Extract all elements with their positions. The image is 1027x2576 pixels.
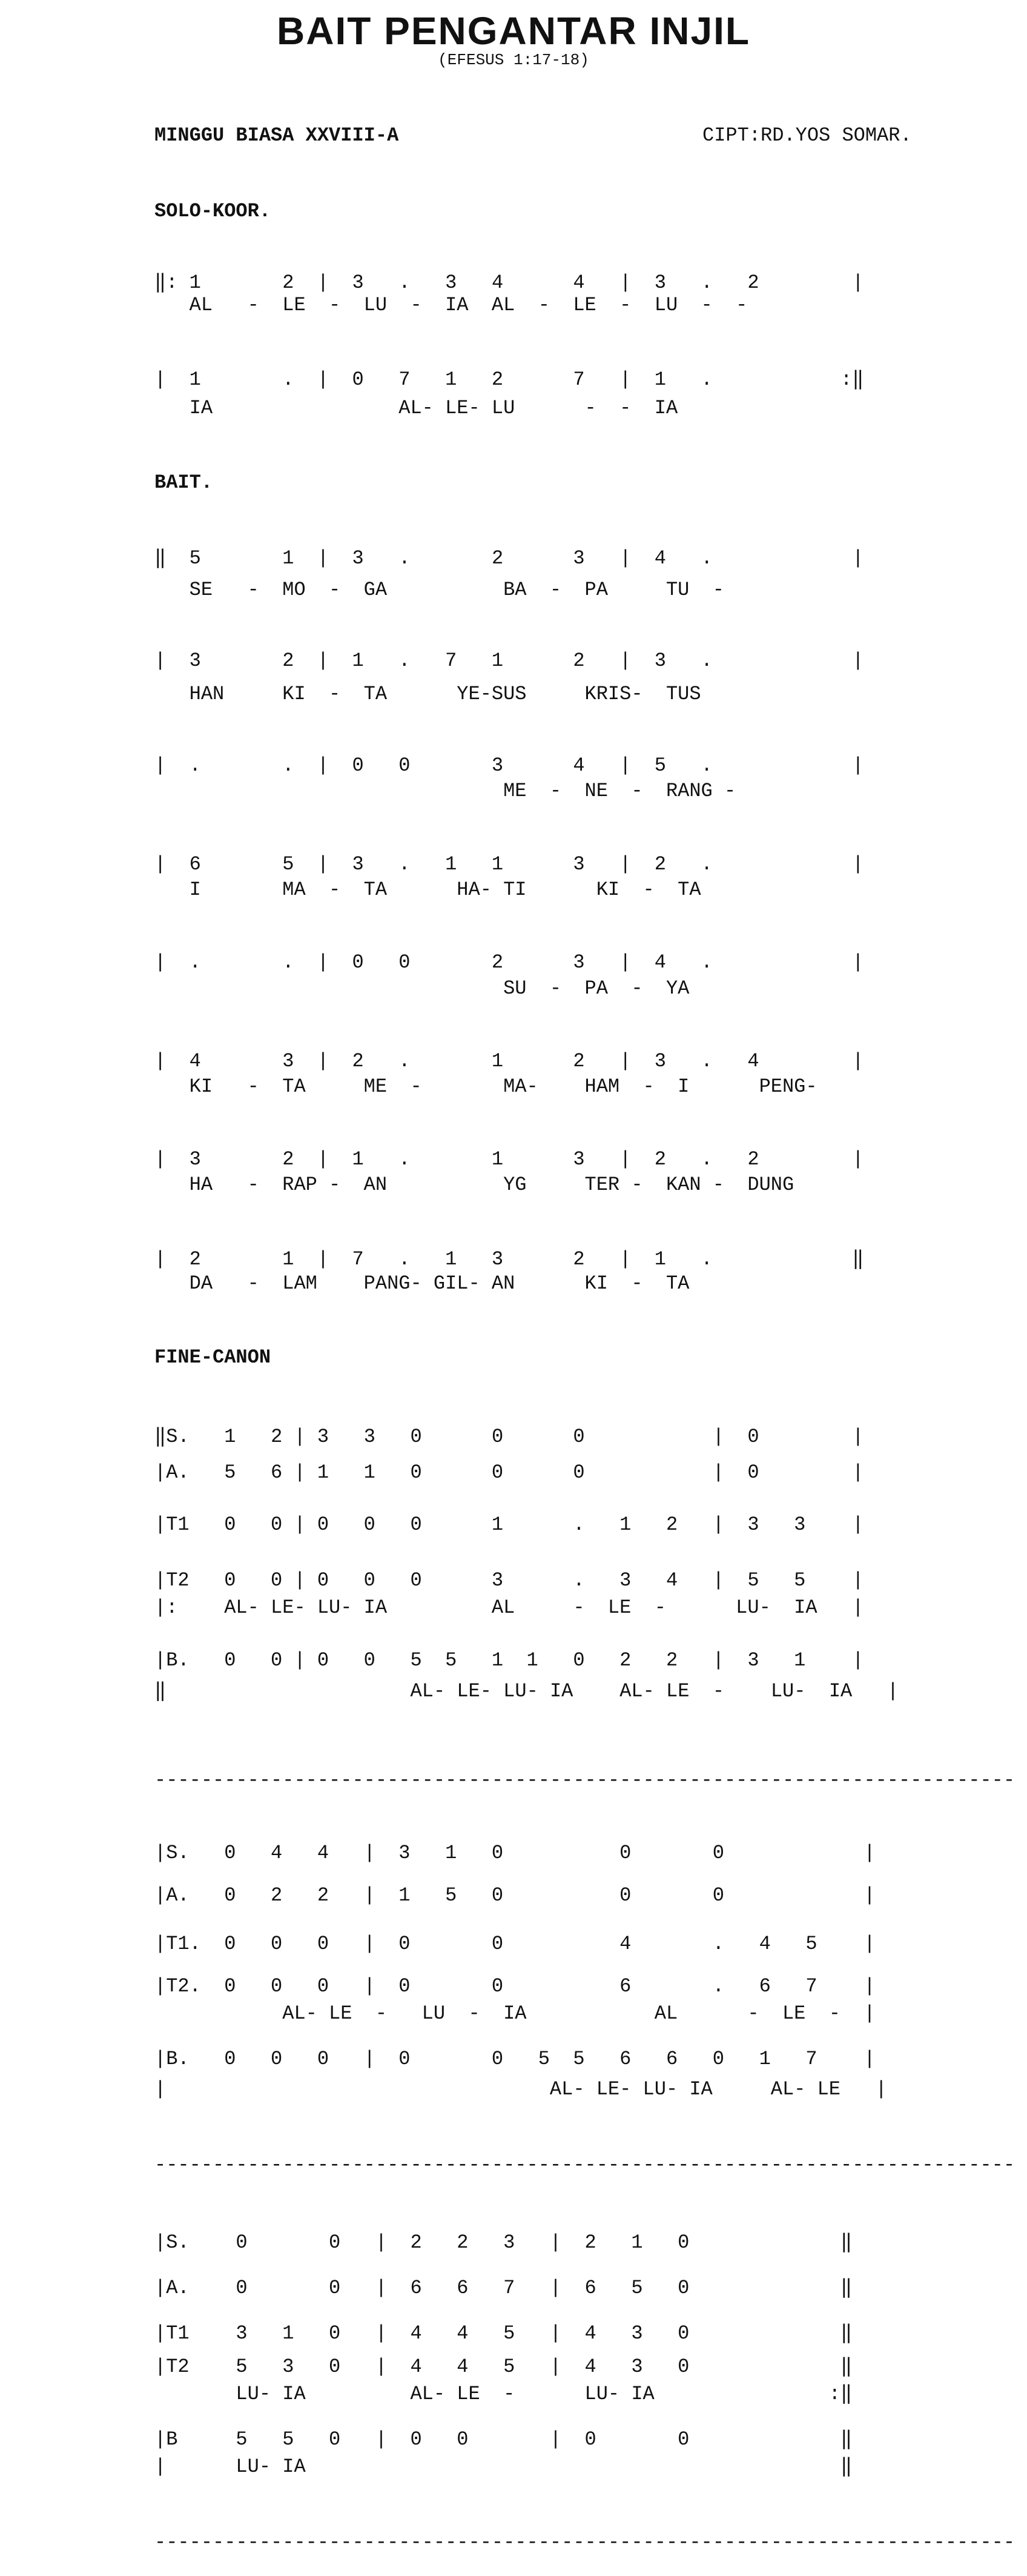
solo-lyrics-line: IA AL- LE- LU - - IA bbox=[154, 397, 678, 419]
bait-lyrics-line: KI - TA ME - MA- HAM - I PENG- bbox=[154, 1075, 817, 1098]
canon-bass-lyrics-line: | LU- IA ‖ bbox=[154, 2455, 853, 2478]
solo-notes-line: | 1 . | 0 7 1 2 7 | 1 . :‖ bbox=[154, 368, 864, 391]
occasion-label: MINGGU BIASA XXVIII-A bbox=[154, 124, 399, 147]
canon-tenor2-line: |T2 0 0 | 0 0 0 3 . 3 4 | 5 5 | bbox=[154, 1569, 864, 1592]
canon-bass-lyrics-line: ‖ AL- LE- LU- IA AL- LE - LU- IA | bbox=[154, 1680, 899, 1702]
canon-bass-line: |B. 0 0 | 0 0 5 5 1 1 0 2 2 | 3 1 | bbox=[154, 1649, 864, 1671]
solo-lyrics-line: AL - LE - LU - IA AL - LE - LU - - bbox=[154, 294, 748, 316]
canon-tenor1-line: |T1. 0 0 0 | 0 0 4 . 4 5 | bbox=[154, 1933, 876, 1955]
section-bait-heading: BAIT. bbox=[154, 471, 213, 494]
bait-notes-line: | 6 5 | 3 . 1 1 3 | 2 . | bbox=[154, 853, 864, 875]
canon-bass-line: |B. 0 0 0 | 0 0 5 5 6 6 0 1 7 | bbox=[154, 2048, 876, 2070]
page-subtitle: (EFESUS 1:17-18) bbox=[438, 51, 589, 69]
canon-bass-lyrics-line: | AL- LE- LU- IA AL- LE | bbox=[154, 2078, 887, 2100]
canon-alto-line: |A. 0 0 | 6 6 7 | 6 5 0 ‖ bbox=[154, 2277, 853, 2299]
section-separator: -------------------------------------------------------------------------- bbox=[154, 2531, 1015, 2554]
canon-lyrics-line: LU- IA AL- LE - LU- IA :‖ bbox=[154, 2383, 853, 2405]
canon-lyrics-line: |: AL- LE- LU- IA AL - LE - LU- IA | bbox=[154, 1596, 864, 1619]
canon-soprano-line: |S. 0 0 | 2 2 3 | 2 1 0 ‖ bbox=[154, 2231, 853, 2254]
section-solo-heading: SOLO-KOOR. bbox=[154, 200, 271, 222]
section-separator: -------------------------------------------------------------------------- bbox=[154, 2154, 1015, 2176]
bait-lyrics-line: SU - PA - YA bbox=[154, 977, 690, 1000]
bait-lyrics-line: I MA - TA HA- TI KI - TA bbox=[154, 878, 701, 901]
bait-lyrics-line: SE - MO - GA BA - PA TU - bbox=[154, 579, 724, 601]
bait-lyrics-line: DA - LAM PANG- GIL- AN KI - TA bbox=[154, 1272, 690, 1295]
bait-lyrics-line: HA - RAP - AN YG TER - KAN - DUNG bbox=[154, 1173, 794, 1196]
canon-soprano-line: ‖S. 1 2 | 3 3 0 0 0 | 0 | bbox=[154, 1426, 864, 1448]
canon-lyrics-line: AL- LE - LU - IA AL - LE - | bbox=[154, 2002, 876, 2025]
bait-lyrics-line: HAN KI - TA YE-SUS KRIS- TUS bbox=[154, 683, 701, 705]
bait-notes-line: | . . | 0 0 3 4 | 5 . | bbox=[154, 754, 864, 777]
canon-tenor1-line: |T1 3 1 0 | 4 4 5 | 4 3 0 ‖ bbox=[154, 2322, 853, 2345]
canon-alto-line: |A. 0 2 2 | 1 5 0 0 0 | bbox=[154, 1884, 876, 1907]
bait-notes-line: | . . | 0 0 2 3 | 4 . | bbox=[154, 951, 864, 974]
bait-notes-line: ‖ 5 1 | 3 . 2 3 | 4 . | bbox=[154, 547, 864, 569]
canon-soprano-line: |S. 0 4 4 | 3 1 0 0 0 | bbox=[154, 1842, 876, 1864]
canon-tenor2-line: |T2 5 3 0 | 4 4 5 | 4 3 0 ‖ bbox=[154, 2355, 853, 2378]
canon-alto-line: |A. 5 6 | 1 1 0 0 0 | 0 | bbox=[154, 1461, 864, 1484]
canon-tenor2-line: |T2. 0 0 0 | 0 0 6 . 6 7 | bbox=[154, 1975, 876, 1997]
bait-lyrics-line: ME - NE - RANG - bbox=[154, 780, 736, 802]
canon-tenor1-line: |T1 0 0 | 0 0 0 1 . 1 2 | 3 3 | bbox=[154, 1513, 864, 1536]
bait-notes-line: | 4 3 | 2 . 1 2 | 3 . 4 | bbox=[154, 1050, 864, 1072]
composer-label: CIPT:RD.YOS SOMAR. bbox=[702, 124, 912, 147]
bait-notes-line: | 3 2 | 1 . 7 1 2 | 3 . | bbox=[154, 649, 864, 672]
solo-notes-line: ‖: 1 2 | 3 . 3 4 4 | 3 . 2 | bbox=[154, 271, 864, 294]
bait-notes-line: | 3 2 | 1 . 1 3 | 2 . 2 | bbox=[154, 1148, 864, 1170]
section-separator: -------------------------------------------------------------------------- bbox=[154, 1769, 1015, 1791]
section-fine-canon-heading: FINE-CANON bbox=[154, 1346, 271, 1369]
canon-bass-line: |B 5 5 0 | 0 0 | 0 0 ‖ bbox=[154, 2428, 853, 2451]
page-title: BAIT PENGANTAR INJIL bbox=[277, 9, 750, 53]
bait-notes-line: | 2 1 | 7 . 1 3 2 | 1 . ‖ bbox=[154, 1248, 864, 1270]
